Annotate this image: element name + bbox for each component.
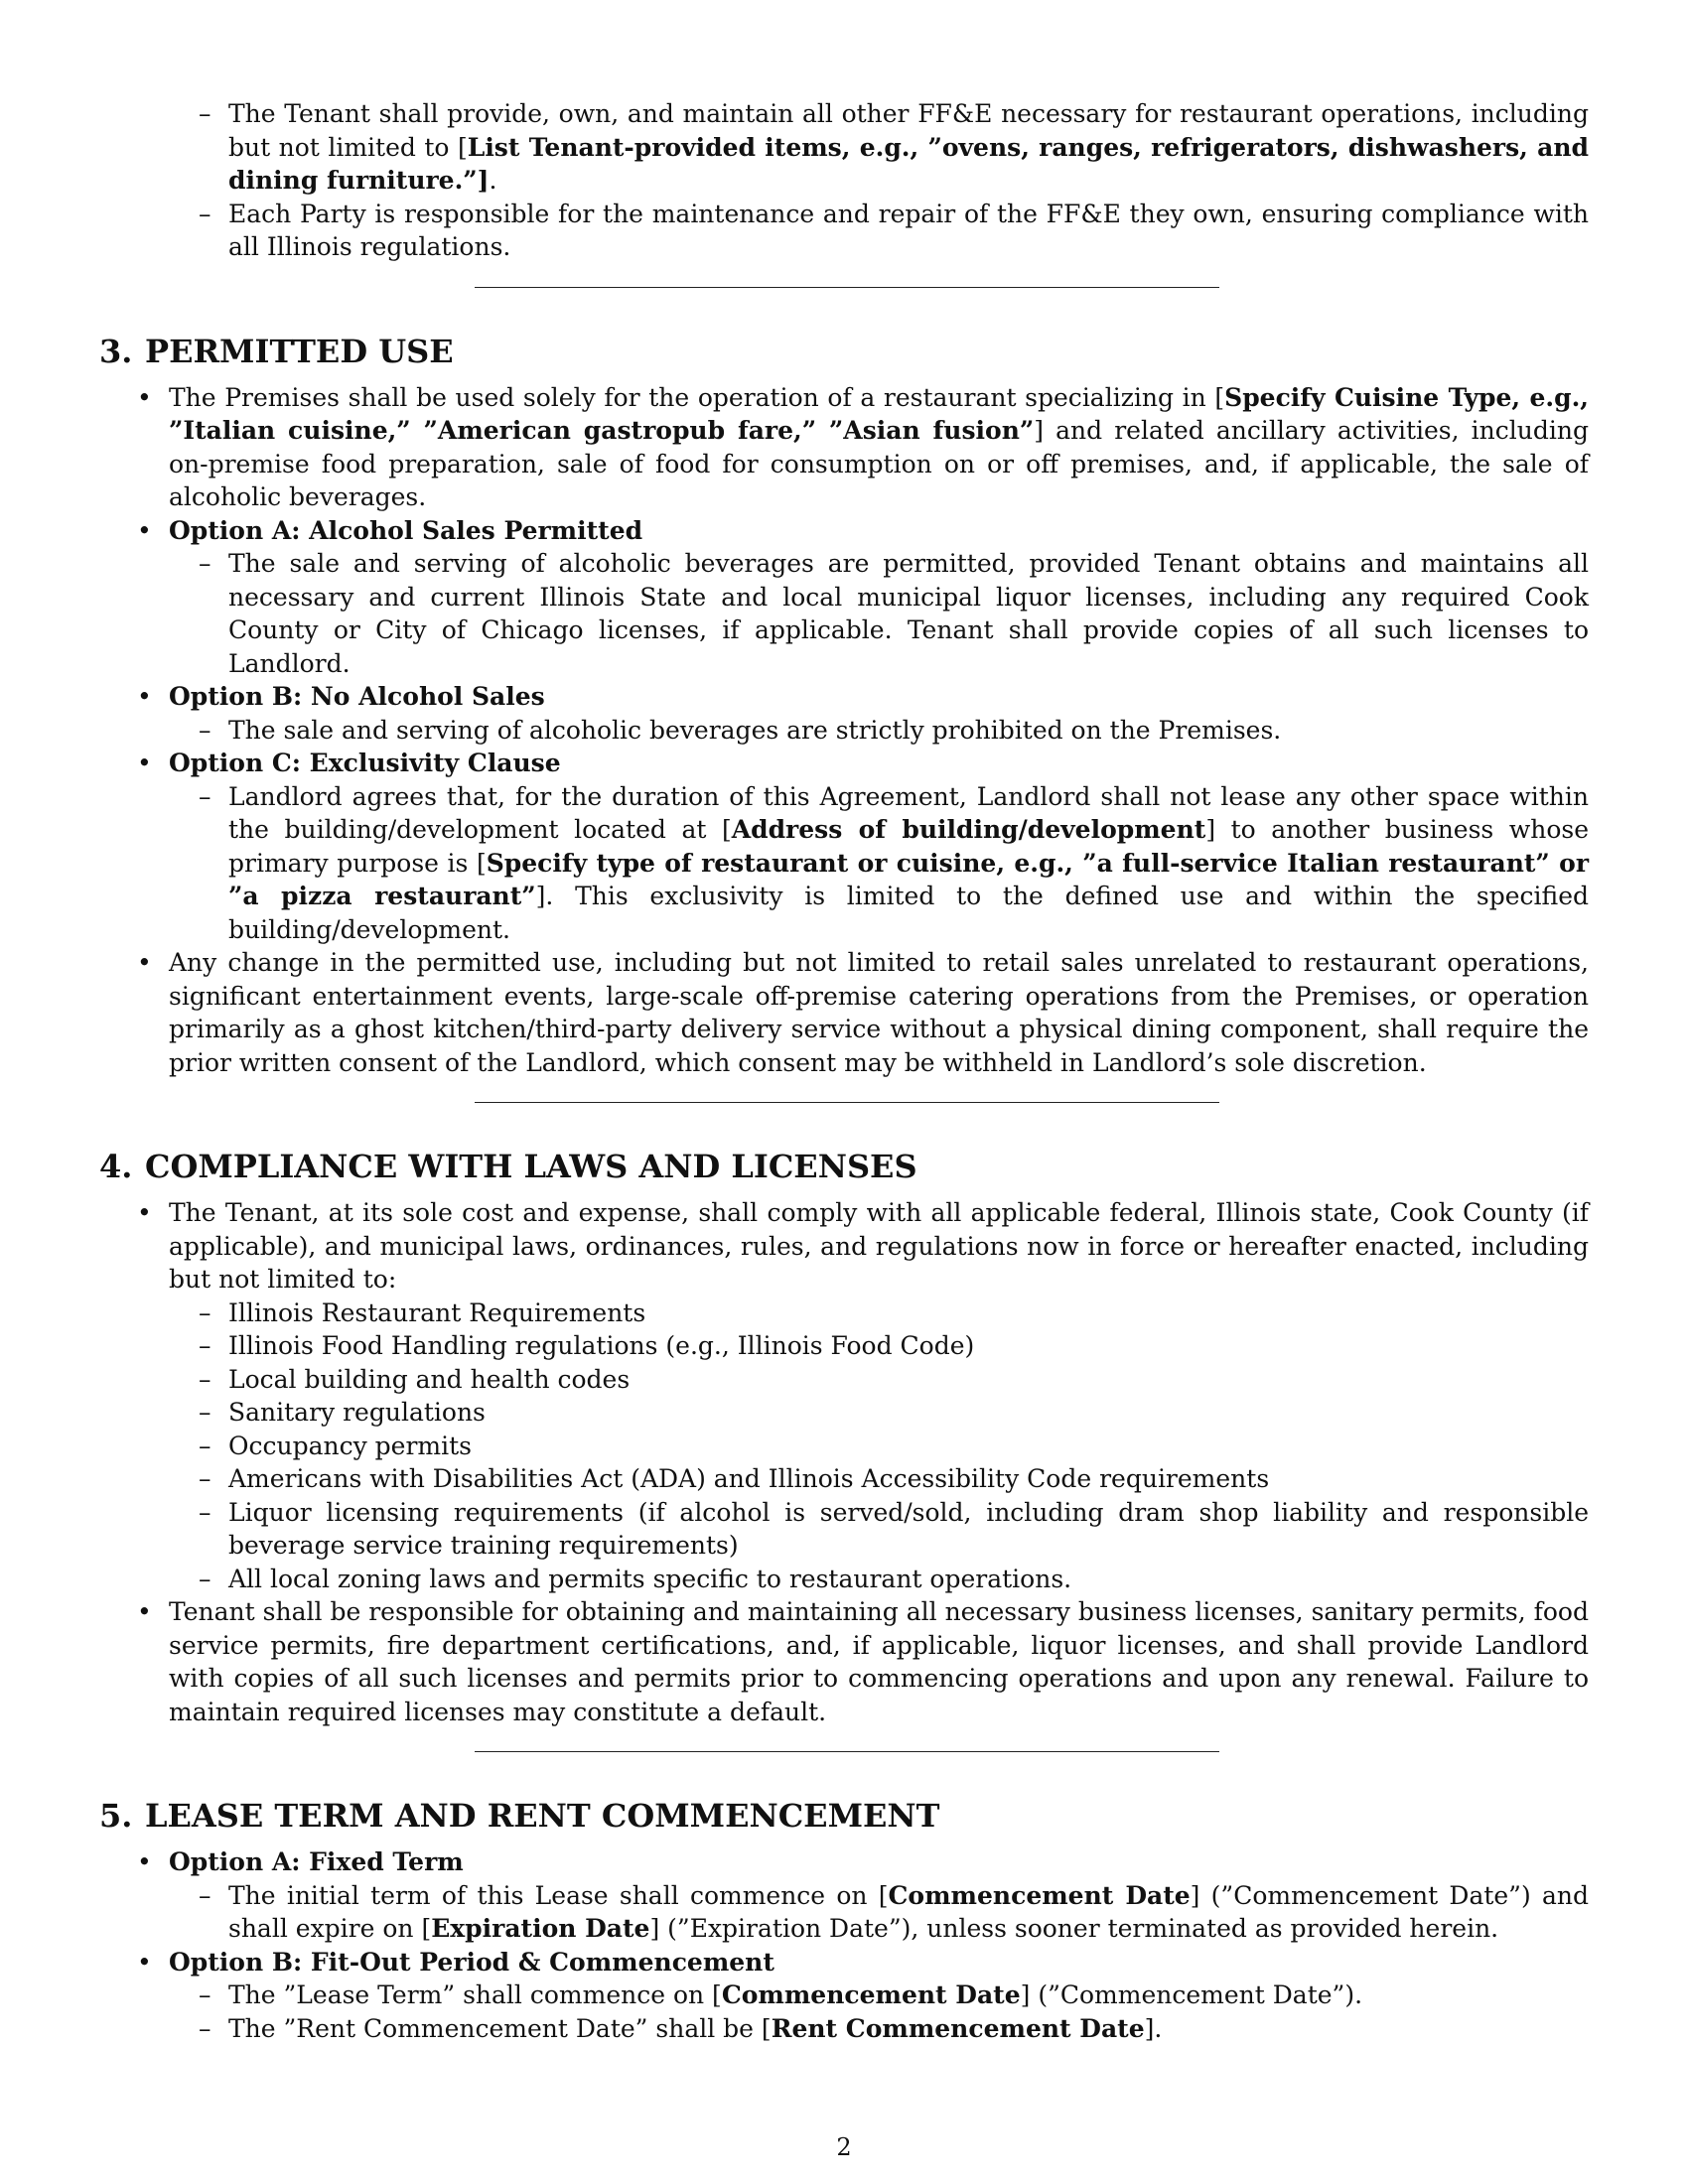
list-item: – Each Party is responsible for the maintenance and repair of the FF&E they own, ensuring compliance with all Illinois regulations. <box>99 198 1589 264</box>
placeholder-text: Specify Cuisine Type, e.g., ”Italian cuisine,” ”American gastropub fare,” ”Asian fusion” <box>169 382 1589 445</box>
option-b-no-alcohol: • Option B: No Alcohol Sales – The sale and serving of alcoholic beverages are strictly prohibited on the Premises. <box>99 680 1589 747</box>
list-item: – The ”Rent Commencement Date” shall be [Rent Commencement Date]. <box>169 2012 1589 2046</box>
section-4-heading: 4. COMPLIANCE WITH LAWS AND LICENSES <box>99 1148 917 1185</box>
ffe-list <box>99 97 1589 264</box>
option-a-alcohol: • Option A: Alcohol Sales Permitted – The sale and serving of alcoholic beverages are permitted, provided Tenant obtains and maintains all necessary and current Illinois State and local municipal liquor licenses, including any required Cook County or City of Chicago licenses, if applicable. Tenant shall provide copies of all such licenses to Landlord. <box>99 514 1589 681</box>
section-divider <box>475 1751 1219 1752</box>
list-item: • Tenant shall be responsible for obtaining and maintaining all necessary business licenses, sanitary permits, food service permits, fire department certifications, and, if applicable, liquor licenses, and shall provide Landlord with copies of all such licenses and permits prior to commencing operations and upon any renewal. Failure to maintain required licenses may constitute a default. <box>99 1595 1589 1728</box>
placeholder-text: Rent Commencement Date <box>771 2013 1145 2043</box>
list-item: – Occupancy permits <box>169 1430 1589 1463</box>
list-item: – All local zoning laws and permits specific to restaurant operations. <box>169 1563 1589 1596</box>
list-item: – Americans with Disabilities Act (ADA) and Illinois Accessibility Code requirements <box>169 1462 1589 1496</box>
option-b-fit-out: • Option B: Fit-Out Period & Commencement – The ”Lease Term” shall commence on [Commencement Date] (”Commencement Date”). – The ”Rent Commencement Date” shall be [Rent Commencement Date]. <box>99 1946 1589 2046</box>
section-4-list <box>99 1196 1589 1728</box>
list-item: • The Tenant, at its sole cost and expense, shall comply with all applicable federal, Illinois state, Cook County (if applicable), and municipal laws, ordinances, rules, and regulations now in force or hereafter enacted, including but not limited to: – Illinois Restaurant Requirements – Illinois Food Handling regulations (e.g., Illinois Food Code) – Local building and health codes – Sanitary regulations – Occupancy permits – Americans with Disabilities Act (ADA) and Illinois Accessibility Code requirements – Liquor licensing requirements (if alcohol is served/sold, including dram shop liability and responsible beverage service training requirements) – All local zoning laws and permits specific to restaurant operations. <box>99 1196 1589 1595</box>
placeholder-text: Specify type of restaurant or cuisine, e.g., ”a full-service Italian restaurant” or ”a pizza restaurant” <box>228 848 1589 910</box>
list-item: – The initial term of this Lease shall commence on [Commencement Date] (”Commencement Date”) and shall expire on [Expiration Date] (”Expiration Date”), unless sooner terminated as provided herein. <box>169 1879 1589 1946</box>
section-divider <box>475 287 1219 288</box>
list-item: • Any change in the permitted use, including but not limited to retail sales unrelated to restaurant operations, significant entertainment events, large-scale off-premise catering operations from the Premises, or operation primarily as a ghost kitchen/third-party delivery service without a physical dining component, shall require the prior written consent of the Landlord, which consent may be withheld in Landlord’s sole discretion. <box>99 946 1589 1079</box>
option-a-fixed-term: • Option A: Fixed Term – The initial term of this Lease shall commence on [Commencement Date] (”Commencement Date”) and shall expire on [Expiration Date] (”Expiration Date”), unless sooner terminated as provided herein. <box>99 1845 1589 1946</box>
list-item: – Illinois Restaurant Requirements <box>169 1297 1589 1330</box>
placeholder-text: Expiration Date <box>431 1914 650 1943</box>
placeholder-text: Commencement Date <box>721 1980 1021 2009</box>
section-5-heading: 5. LEASE TERM AND RENT COMMENCEMENT <box>99 1797 940 1835</box>
section-3-heading: 3. PERMITTED USE <box>99 332 454 370</box>
page-number: 2 <box>836 2133 852 2161</box>
list-item: – Sanitary regulations <box>169 1396 1589 1430</box>
list-item: – Local building and health codes <box>169 1363 1589 1397</box>
sub-list <box>169 780 1589 947</box>
section-3-list <box>99 381 1589 1080</box>
placeholder-text: List Tenant-provided items, e.g., ”ovens, ranges, refrigerators, dishwashers, and dining furniture.”] <box>228 132 1589 195</box>
list-item: – The sale and serving of alcoholic beverages are permitted, provided Tenant obtains and maintains all necessary and current Illinois State and local municipal liquor licenses, including any required Cook County or City of Chicago licenses, if applicable. Tenant shall provide copies of all such licenses to Landlord. <box>169 547 1589 680</box>
list-item: – The sale and serving of alcoholic beverages are strictly prohibited on the Premises. <box>169 714 1589 748</box>
list-item: – Illinois Food Handling regulations (e.g., Illinois Food Code) <box>169 1329 1589 1363</box>
sub-list <box>169 547 1589 680</box>
sub-list <box>169 714 1589 748</box>
laws-list <box>169 1297 1589 1596</box>
list-item: – Landlord agrees that, for the duration of this Agreement, Landlord shall not lease any other space within the building/development located at [Address of building/development] to another business whose primary purpose is [Specify type of restaurant or cuisine, e.g., ”a full-service Italian restaurant” or ”a pizza restaurant”]. This exclusivity is limited to the defined use and within the specified building/development. <box>169 780 1589 947</box>
placeholder-text: Commencement Date <box>888 1880 1191 1910</box>
sub-list <box>169 1979 1589 2045</box>
list-item: – The ”Lease Term” shall commence on [Commencement Date] (”Commencement Date”). <box>169 1979 1589 2012</box>
list-item: – Liquor licensing requirements (if alcohol is served/sold, including dram shop liability and responsible beverage service training requirements) <box>169 1496 1589 1563</box>
section-divider <box>475 1102 1219 1103</box>
section-5-list <box>99 1845 1589 2045</box>
list-item: • The Premises shall be used solely for the operation of a restaurant specializing in [Specify Cuisine Type, e.g., ”Italian cuisine,” ”American gastropub fare,” ”Asian fusion”] and related ancillary activities, including on-premise food preparation, sale of food for consumption on or off premises, and, if applicable, the sale of alcoholic beverages. <box>99 381 1589 514</box>
option-c-exclusivity: • Option C: Exclusivity Clause – Landlord agrees that, for the duration of this Agreement, Landlord shall not lease any other space within the building/development located at [Address of building/development] to another business whose primary purpose is [Specify type of restaurant or cuisine, e.g., ”a full-service Italian restaurant” or ”a pizza restaurant”]. This exclusivity is limited to the defined use and within the specified building/development. <box>99 747 1589 946</box>
sub-list <box>169 1879 1589 1946</box>
document-content <box>99 97 1589 2045</box>
list-item: – The Tenant shall provide, own, and maintain all other FF&E necessary for restaurant operations, including but not limited to [List Tenant-provided items, e.g., ”ovens, ranges, refrigerators, dishwashers, and dining furniture.”]. <box>99 97 1589 198</box>
placeholder-text: Address of building/development <box>731 815 1206 844</box>
